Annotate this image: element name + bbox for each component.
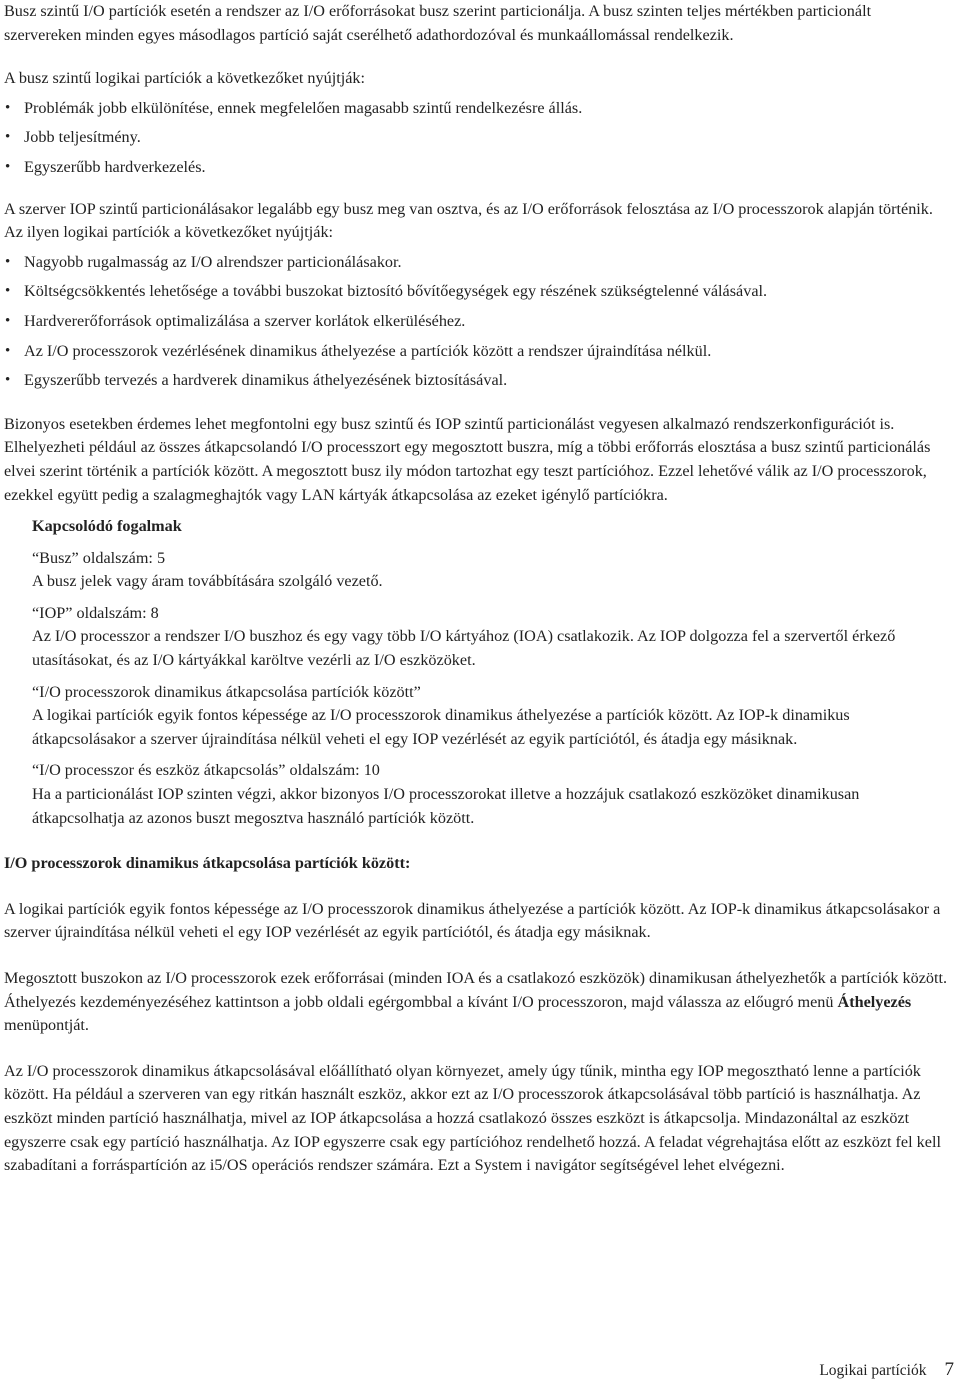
dynamic-paragraph-2-end: menüpontját. [4, 1016, 89, 1035]
related-concepts-title: Kapcsolódó fogalmak [32, 517, 182, 536]
dynamic-paragraph-2 [4, 967, 950, 1038]
list-item: • Egyszerűbb tervezés a hardverek dinamikus áthelyezésének biztosításával. [4, 369, 950, 393]
list-item: • Az I/O processzorok vezérlésének dinamikus áthelyezése a partíciók között a rendszer újraindítása nélkül. [4, 340, 950, 364]
list-item: • Költségcsökkentés lehetősége a további buszokat biztosító bővítőegységek egy részének szükségtelenné válásával. [4, 280, 950, 304]
related-link-iop[interactable]: “IOP” oldalszám: 8 [32, 603, 159, 622]
iop-level-lead: A szerver IOP szintű particionálásakor legalább egy busz meg van osztva, és az I/O erőforrások felosztása az I/O processzorok alapján történik. Az ilyen logikai partíciók a következőket nyújtják: [4, 199, 933, 242]
related-item-dynamic-switch [32, 681, 950, 752]
related-item-bus [32, 547, 950, 594]
mixed-config-paragraph: Bizonyos esetekben érdemes lehet megfontolni egy busz szintű és IOP szintű particionálást vegyesen alkalmazó rendszerkonfigurációt is. Elhelyezheti például az összes átkapcsolandó I/O processzort egy megosztott buszra, míg a többi erőforrás elosztása a busz szintű particionálás elvei szerint történik a partíciók között. A megosztott busz ily módon tartozhat egy teszt partícióhoz. Ezzel lehetővé válik az I/O processzorok, ezekkel együtt pedig a szalagmeghajtók vagy LAN kártyák átkapcsolása az ezeket igénylő partíciókra. [4, 414, 931, 504]
move-menu-item-label: Áthelyezés [837, 992, 912, 1011]
bus-level-lead: A busz szintű logikai partíciók a következőket nyújtják: [4, 69, 365, 88]
section-heading: I/O processzorok dinamikus átkapcsolása partíciók között: [4, 854, 411, 873]
iop-level-section [4, 198, 950, 393]
dynamic-paragraph-3: Az I/O processzorok dinamikus átkapcsolásával előállítható olyan környezet, amely úgy tűnik, mintha egy IOP megosztható lenne a partíciók között. Ha például a szerveren van egy ritkán használt eszköz, akkor ezt az I/O processzorok átkapcsolásával több partíció is használhatja. Az eszközt minden partíció használhatja, mivel az IOP átkapcsolása a hozzá csatlakozó összes eszközt is átkapcsolja. Mindazonáltal az eszközt egyszerre csak egy partíció használhatja. Az IOP egyszerre csak egy partícióhoz rendelhető hozzá. A feladat végrehajtása előtt az eszközt fel kell szabadítani a forráspartíción az i5/OS operációs rendszer számára. Ezt a System i navigátor segítségével lehet elvégezni. [4, 1061, 941, 1175]
dynamic-paragraph-1: A logikai partíciók egyik fontos képessége az I/O processzorok dinamikus áthelyezése a partíciók között. Az IOP-k dinamikus átkapcsolásakor a szerver újraindítása nélkül veheti el egy IOP vezérlését az egyik partíciótól, és átadja egy másiknak. [4, 899, 941, 942]
document-page [4, 0, 950, 1178]
bus-level-benefits-list [4, 97, 950, 180]
related-desc-bus: A busz jelek vagy áram továbbítására szolgáló vezető. [32, 572, 383, 591]
list-item: • Egyszerűbb hardverkezelés. [4, 156, 950, 180]
related-item-iop [32, 602, 950, 673]
intro-paragraph: Busz szintű I/O partíciók esetén a rendszer az I/O erőforrásokat busz szerint particionálja. A busz szinten teljes mértékben particionált szervereken minden egyes másodlagos partíció saját cserélhető adathordozóval és munkaállomással rendelkezik. [4, 2, 872, 44]
page-footer [819, 1358, 954, 1383]
page-number: 7 [944, 1359, 954, 1380]
related-link-bus[interactable]: “Busz” oldalszám: 5 [32, 548, 166, 567]
list-item: • Jobb teljesítmény. [4, 126, 950, 150]
bus-level-section [4, 67, 950, 179]
related-link-device-switch[interactable]: “I/O processzor és eszköz átkapcsolás” oldalszám: 10 [32, 761, 380, 780]
related-desc-device-switch: Ha a particionálást IOP szinten végzi, akkor bizonyos I/O processzorokat illetve a hozzájuk csatlakozó eszközöket dinamikusan átkapcsolhatja az azonos buszt megosztva használó partíciók között. [32, 785, 860, 827]
related-link-dynamic-switch[interactable]: “I/O processzorok dinamikus átkapcsolása partíciók között” [32, 682, 421, 701]
related-desc-iop: Az I/O processzor a rendszer I/O buszhoz és egy vagy több I/O kártyához (IOA) csatlakozik. Az IOP dolgozza fel a szervertől érkező utasításokat, és az I/O kártyákkal karöltve vezérli az I/O eszközöket. [32, 627, 896, 670]
related-concepts [4, 515, 950, 830]
list-item: • Nagyobb rugalmasság az I/O alrendszer particionálásakor. [4, 251, 950, 275]
footer-section-title: Logikai partíciók [819, 1362, 927, 1379]
dynamic-paragraph-2-text: Megosztott buszokon az I/O processzorok ezek erőforrásai (minden IOA és a csatlakozó eszközök) dinamikusan áthelyezhetők a partíciók között. Áthelyezés kezdeményezéséhez kattintson a jobb oldali egérgombbal a kívánt I/O processzoron, majd válassza az előugró menü [4, 969, 948, 1011]
list-item: • Hardvererőforrások optimalizálása a szerver korlátok elkerüléséhez. [4, 310, 950, 334]
related-item-device-switch [32, 759, 950, 830]
iop-level-benefits-list [4, 251, 950, 393]
list-item: • Problémák jobb elkülönítése, ennek megfelelően magasabb szintű rendelkezésre állás. [4, 97, 950, 121]
related-desc-dynamic-switch: A logikai partíciók egyik fontos képessége az I/O processzorok dinamikus áthelyezése a partíciók között. Az IOP-k dinamikus átkapcsolásakor a szerver újraindítása nélkül veheti el egy IOP vezérlését az egyik partíciótól, és átadja egy másiknak. [32, 706, 850, 748]
